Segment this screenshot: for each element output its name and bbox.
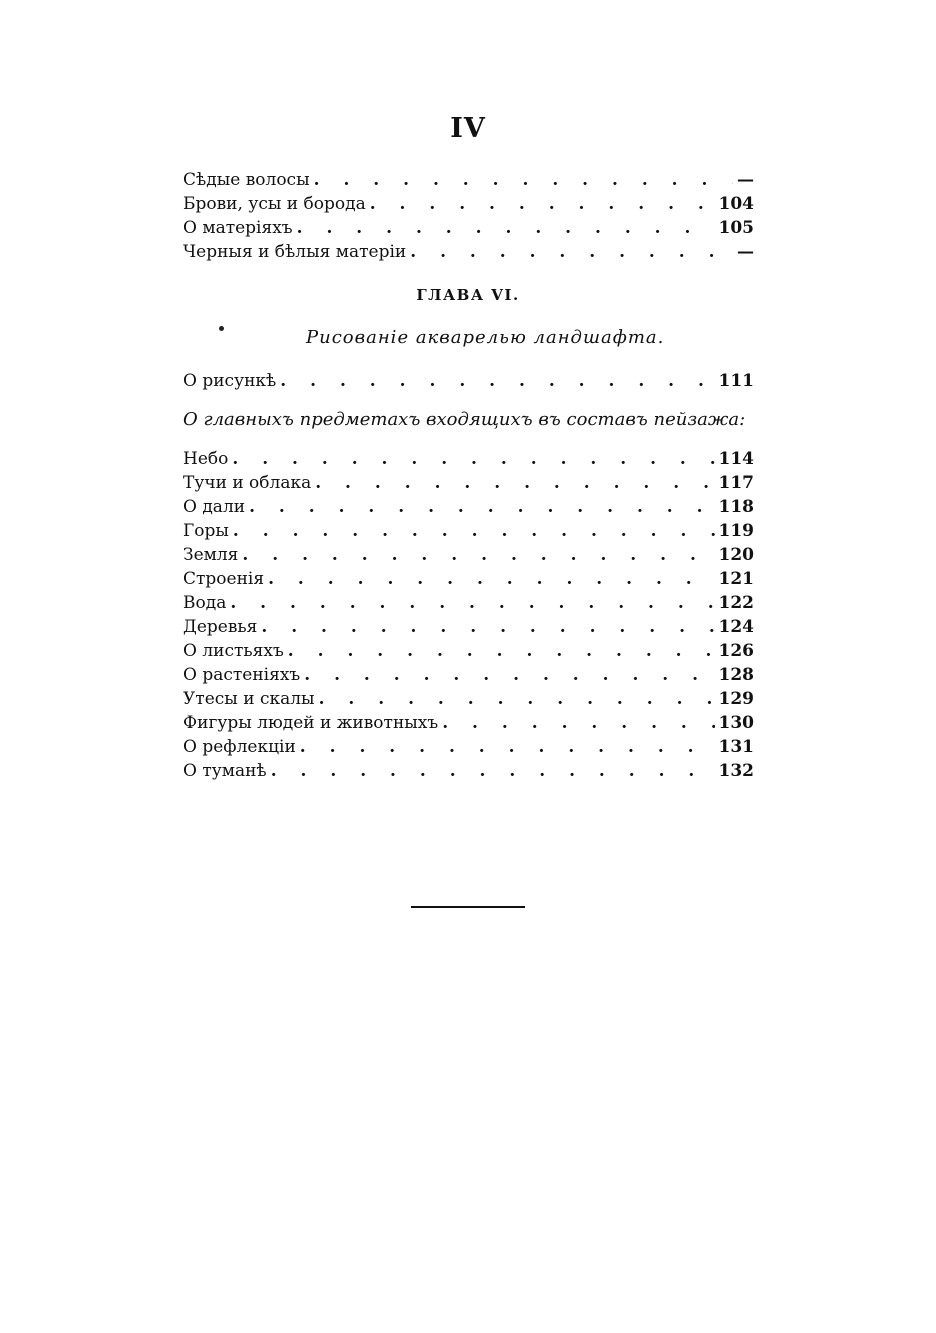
dot-leader xyxy=(304,663,714,687)
dot-leader xyxy=(268,567,714,591)
dot-leader xyxy=(242,543,714,567)
toc-entry xyxy=(183,759,754,783)
toc-section-top xyxy=(183,168,754,264)
dot-leader xyxy=(233,519,715,543)
dot-leader xyxy=(280,369,714,393)
toc-entry-page: 105 xyxy=(718,218,754,238)
toc-entry-page: 132 xyxy=(718,761,754,781)
toc-entry-label: Тучи и облака xyxy=(183,473,312,493)
toc-entry xyxy=(183,369,754,393)
toc-entry-label: Сѣдые волосы xyxy=(183,170,310,190)
toc-entry-page: — xyxy=(737,170,754,190)
section-note: О главныхъ предметахъ входящихъ въ составъ пейзажа: xyxy=(183,409,746,430)
toc-entry-page: 119 xyxy=(718,521,754,541)
toc-entry xyxy=(183,711,754,735)
toc-entry-label: Деревья xyxy=(183,617,258,637)
toc-entry xyxy=(183,567,754,591)
toc-entry-page: 117 xyxy=(718,473,754,493)
toc-entry-page: 118 xyxy=(718,497,754,517)
dot-leader xyxy=(261,615,714,639)
toc-entry xyxy=(183,471,754,495)
toc-entry xyxy=(183,543,754,567)
toc-entry-label: Горы xyxy=(183,521,229,541)
toc-entry-label: О растеніяхъ xyxy=(183,665,301,685)
dot-leader xyxy=(314,168,733,192)
toc-entry xyxy=(183,495,754,519)
dot-leader xyxy=(230,591,714,615)
toc-entry-page: 111 xyxy=(718,371,754,391)
toc-entry-label: Строенія xyxy=(183,569,265,589)
dot-leader xyxy=(297,216,715,240)
toc-entry-page: 131 xyxy=(718,737,754,757)
toc-entry-label: О матеріяхъ xyxy=(183,218,293,238)
dot-leader xyxy=(249,495,714,519)
toc-entry-label: О туманѣ xyxy=(183,761,267,781)
toc-entry-label: О дали xyxy=(183,497,246,517)
dot-leader xyxy=(232,447,714,471)
ink-speck xyxy=(219,326,224,331)
toc-entry-page: 130 xyxy=(718,713,754,733)
dot-leader xyxy=(410,240,733,264)
toc-entry-label: Небо xyxy=(183,449,229,469)
toc-entry-label: Земля xyxy=(183,545,239,565)
toc-entry-label: О рисункѣ xyxy=(183,371,277,391)
toc-entry-label: Утесы и скалы xyxy=(183,689,315,709)
toc-entry xyxy=(183,687,754,711)
toc-entry xyxy=(183,663,754,687)
dot-leader xyxy=(370,192,715,216)
dot-leader xyxy=(288,639,715,663)
page-number: IV xyxy=(450,113,486,144)
closing-rule xyxy=(411,906,525,908)
toc-entry xyxy=(183,240,754,264)
toc-entry-page: 104 xyxy=(718,194,754,214)
dot-leader xyxy=(319,687,715,711)
dot-leader xyxy=(300,735,715,759)
toc-entry xyxy=(183,639,754,663)
toc-entry-page: 114 xyxy=(718,449,754,469)
toc-entry xyxy=(183,519,754,543)
dot-leader xyxy=(271,759,715,783)
toc-entry-page: 124 xyxy=(718,617,754,637)
toc-entry xyxy=(183,735,754,759)
toc-entry-label: Вода xyxy=(183,593,227,613)
toc-section-mid xyxy=(183,369,754,393)
toc-entry xyxy=(183,447,754,471)
toc-entry xyxy=(183,168,754,192)
chapter-heading: ГЛАВА VI. xyxy=(416,286,520,304)
toc-entry xyxy=(183,216,754,240)
toc-entry-page: 126 xyxy=(718,641,754,661)
toc-entry-label: Фигуры людей и животныхъ xyxy=(183,713,439,733)
dot-leader xyxy=(315,471,714,495)
toc-entry-page: 122 xyxy=(718,593,754,613)
toc-entry-page: 121 xyxy=(718,569,754,589)
toc-section-bottom xyxy=(183,447,754,783)
toc-entry xyxy=(183,591,754,615)
dot-leader xyxy=(442,711,714,735)
toc-entry xyxy=(183,192,754,216)
chapter-subtitle: Рисованіе акварелью ландшафта. xyxy=(306,327,665,348)
toc-entry-label: Брови, усы и борода xyxy=(183,194,366,214)
toc-entry-page: 120 xyxy=(718,545,754,565)
toc-entry-label: Черныя и бѣлыя матеріи xyxy=(183,242,407,262)
toc-entry-page: 128 xyxy=(718,665,754,685)
toc-entry-page: 129 xyxy=(718,689,754,709)
toc-entry-label: О листьяхъ xyxy=(183,641,284,661)
toc-entry xyxy=(183,615,754,639)
toc-entry-page: — xyxy=(737,242,754,262)
toc-entry-label: О рефлекціи xyxy=(183,737,296,757)
